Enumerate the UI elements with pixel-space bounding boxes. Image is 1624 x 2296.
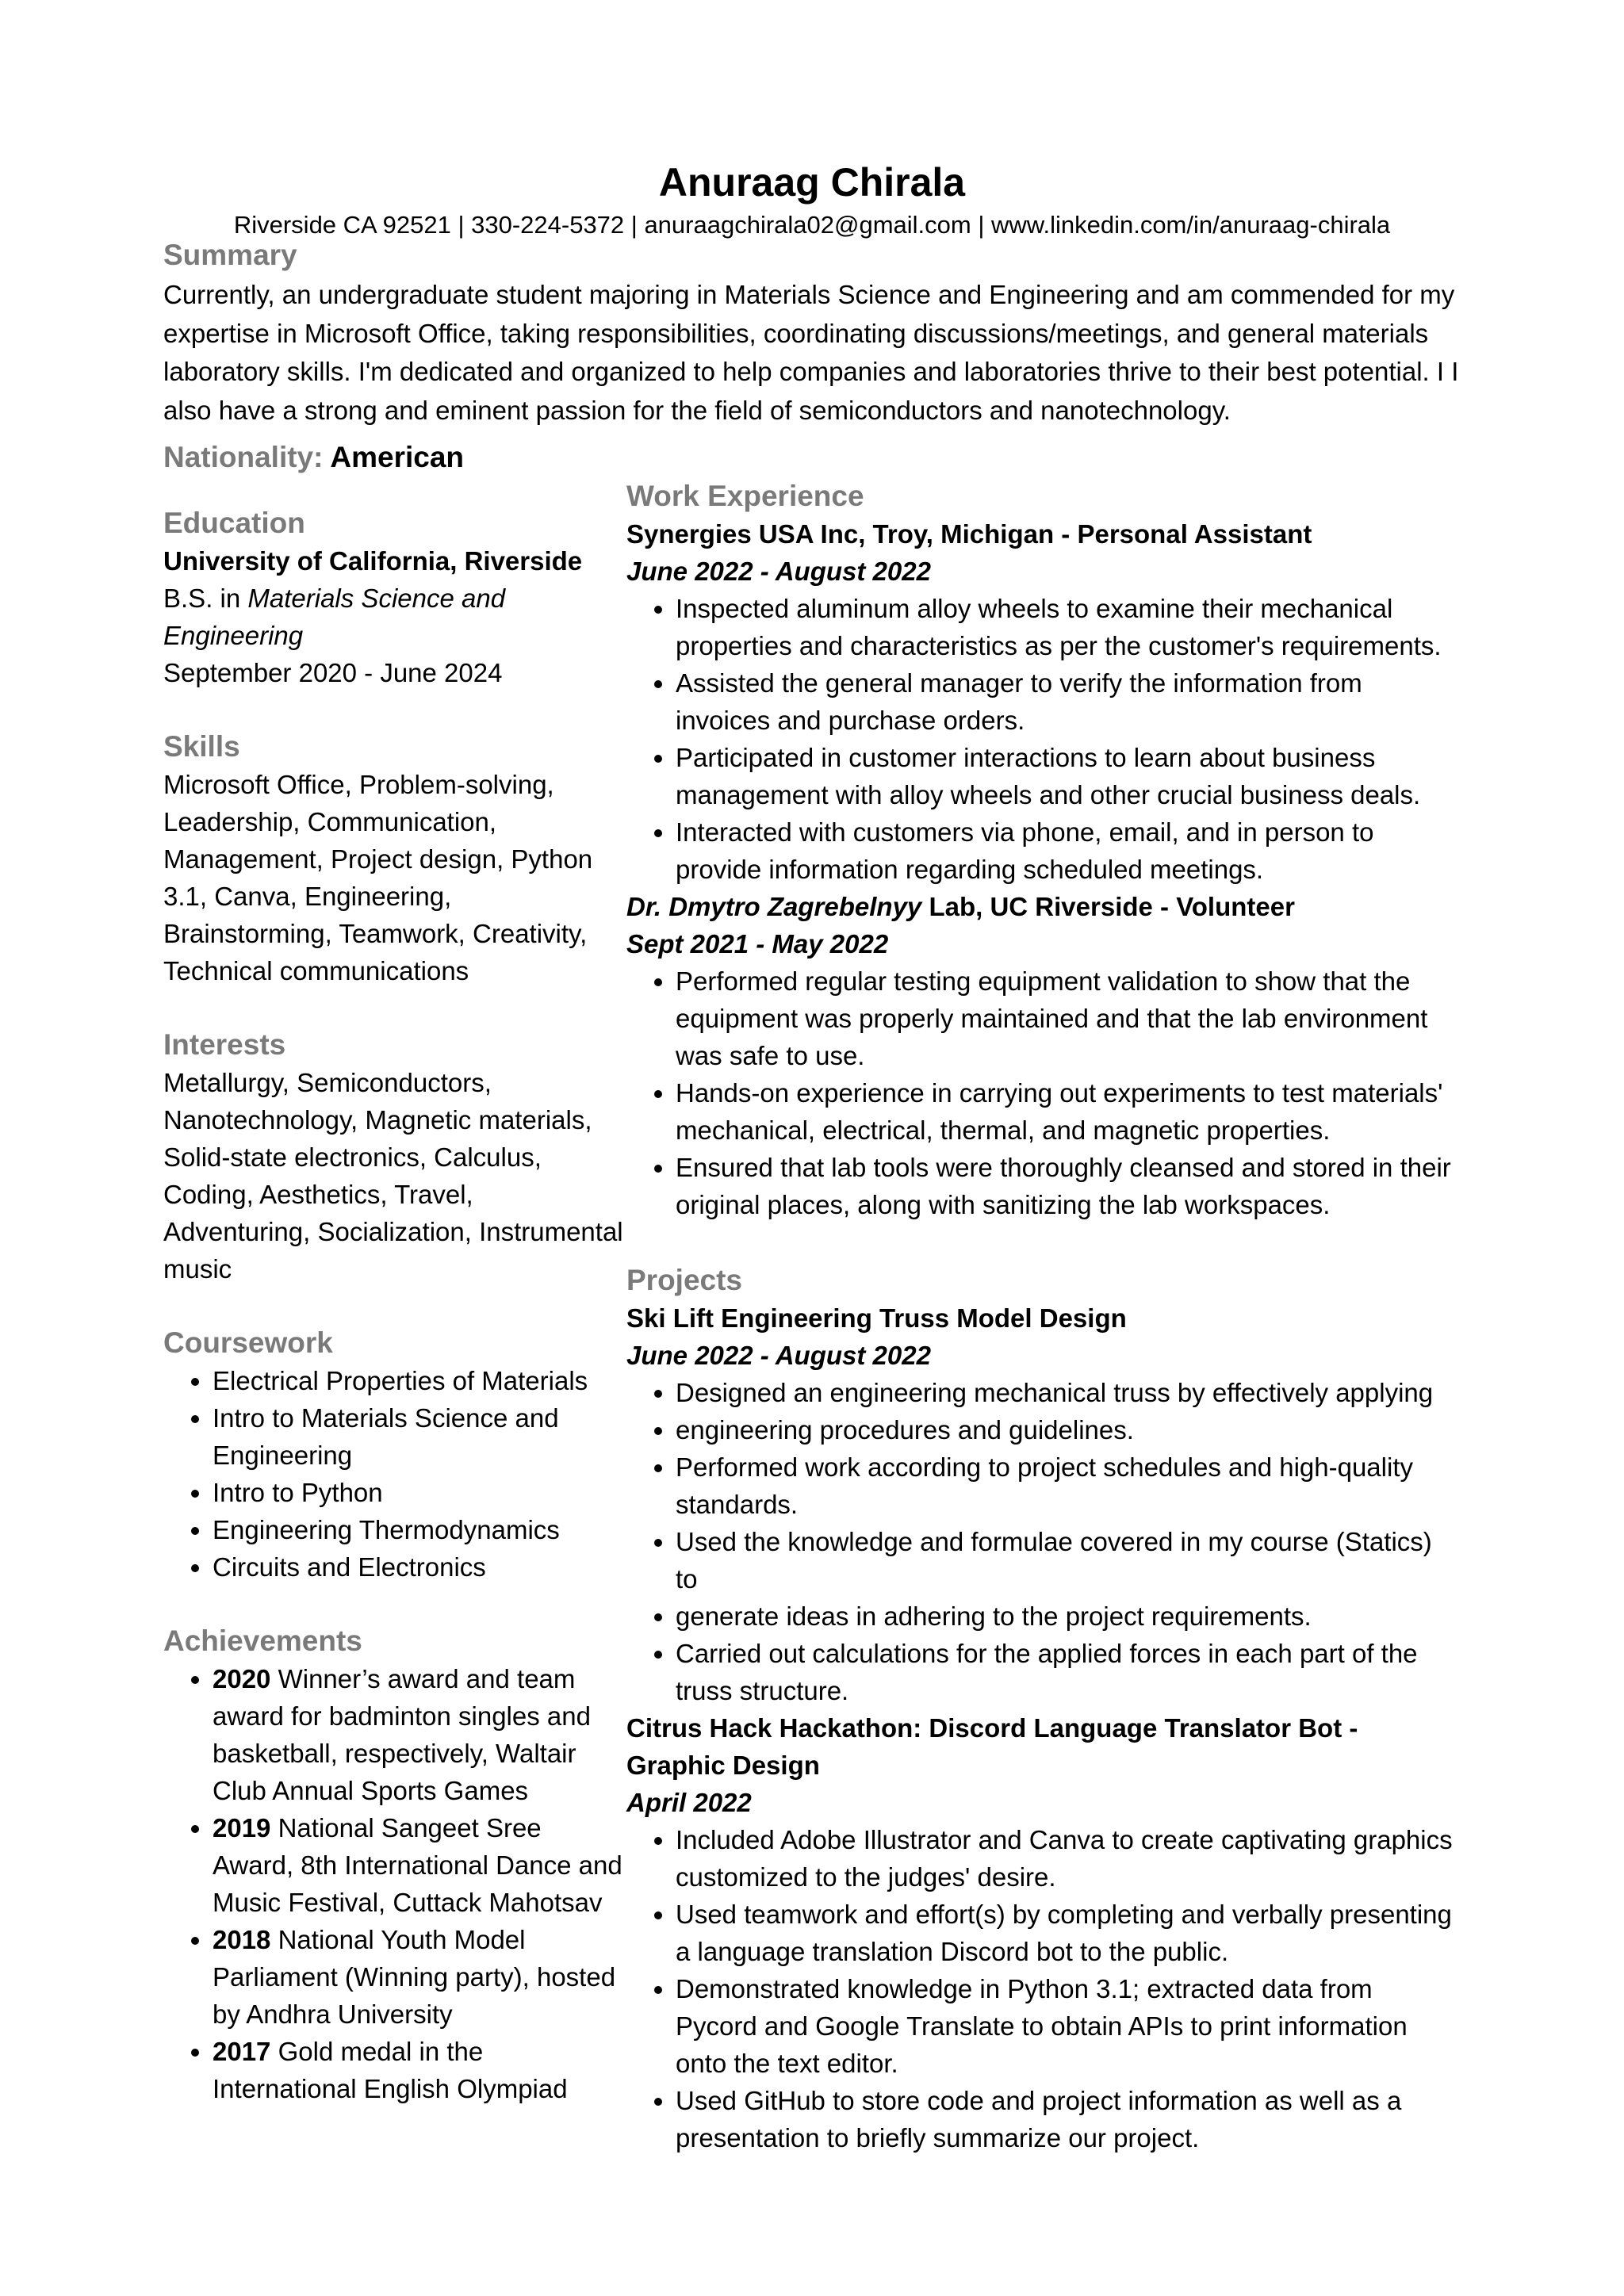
job-bullets [626, 962, 1459, 1223]
achievements-heading: Achievements [163, 1624, 362, 1657]
job-dates: June 2022 - August 2022 [626, 557, 931, 586]
summary-section [163, 236, 1464, 430]
coursework-item: • Intro to Python [213, 1474, 623, 1511]
education-degree [163, 580, 623, 654]
education-section [163, 504, 623, 691]
project-entry [626, 1299, 1459, 1709]
education-dates: September 2020 - June 2024 [163, 658, 503, 687]
achievement-year: 2017 [213, 2037, 271, 2066]
coursework-item: • Electrical Properties of Materials [213, 1362, 623, 1399]
achievement-year: 2018 [213, 1925, 271, 1954]
interests-section [163, 1026, 623, 1288]
project-bullet: • Designed an engineering mechanical truss by effectively applying [676, 1374, 1459, 1411]
contact-line: Riverside CA 92521 | 330-224-5372 | anuraagchirala02@gmail.com | www.linkedin.com/in/anuraag-chirala [233, 211, 1391, 239]
achievement-item [213, 1921, 623, 2033]
degree-field: Materials Science and Engineering [163, 584, 506, 650]
achievement-item [213, 2033, 623, 2107]
candidate-name: Anuraag Chirala [658, 160, 966, 205]
project-dates: June 2022 - August 2022 [626, 1341, 931, 1370]
project-bullet: • generate ideas in adhering to the project requirements. [676, 1598, 1459, 1635]
nationality-line [163, 438, 464, 476]
achievement-year: 2019 [213, 1813, 271, 1843]
education-heading: Education [163, 507, 305, 539]
interests-text: Metallurgy, Semiconductors, Nanotechnology, Magnetic materials, Solid-state electronics, Calculus, Coding, Aesthetics, Travel, Adventuring, Socialization, Instrumental music [163, 1068, 623, 1284]
resume-header [0, 157, 1624, 241]
degree-prefix: B.S. in [163, 584, 248, 613]
job-entry [626, 888, 1459, 1223]
summary-text: Currently, an undergraduate student majoring in Materials Science and Engineering and am commended for my expertise in Microsoft Office, taking responsibilities, coordinating discussions/meetings, and general materials laboratory skills. I'm dedicated and organized to help companies and laboratories thrive to their best potential. I I also have a strong and eminent passion for the field of semiconductors and nanotechnology. [163, 280, 1459, 425]
project-bullet: • Used GitHub to store code and project information as well as a presentation to briefly summarize our project. [676, 2082, 1459, 2156]
achievement-item [213, 1809, 623, 1921]
job-bullets [626, 590, 1459, 888]
achievement-year: 2020 [213, 1664, 271, 1693]
achievements-list [163, 1660, 623, 2107]
nationality-value: American [330, 441, 465, 473]
education-school: University of California, Riverside [163, 546, 583, 576]
job-bullet: • Participated in customer interactions to learn about business management with alloy wheels and other crucial business deals. [676, 739, 1459, 813]
interests-heading: Interests [163, 1028, 286, 1061]
job-bullet: • Inspected aluminum alloy wheels to examine their mechanical properties and characteristics as per the customer's requirements. [676, 590, 1459, 664]
job-bullet: • Performed regular testing equipment validation to show that the equipment was properly maintained and that the lab environment was safe to use. [676, 962, 1459, 1074]
achievement-text: National Sangeet Sree Award, 8th International Dance and Music Festival, Cuttack Mahotsav [213, 1813, 622, 1917]
coursework-item: • Engineering Thermodynamics [213, 1511, 623, 1548]
project-bullet: • Used the knowledge and formulae covered in my course (Statics) to [676, 1523, 1459, 1598]
left-column [163, 504, 623, 2107]
job-bullet: • Hands-on experience in carrying out experiments to test materials' mechanical, electrical, thermal, and magnetic properties. [676, 1074, 1459, 1149]
job-title [626, 888, 1459, 925]
summary-heading: Summary [163, 239, 297, 271]
job-title-person: Dr. Dmytro Zagrebelnyy [626, 892, 922, 921]
job-bullet: • Assisted the general manager to verify the information from invoices and purchase orders. [676, 664, 1459, 739]
job-title-rest: Lab, UC Riverside - Volunteer [921, 892, 1295, 921]
achievement-text: National Youth Model Parliament (Winning party), hosted by Andhra University [213, 1925, 616, 2029]
right-column [626, 477, 1459, 2156]
achievements-section [163, 1622, 623, 2107]
skills-heading: Skills [163, 730, 240, 763]
work-heading: Work Experience [626, 480, 864, 512]
coursework-heading: Coursework [163, 1326, 333, 1359]
project-title: Ski Lift Engineering Truss Model Design [626, 1303, 1127, 1333]
project-bullets [626, 1821, 1459, 2156]
nationality-label: Nationality: [163, 441, 324, 473]
job-entry [626, 515, 1459, 888]
skills-text: Microsoft Office, Problem-solving, Leadership, Communication, Management, Project design, Python 3.1, Canva, Engineering, Brainstorming, Teamwork, Creativity, Technical communications [163, 770, 593, 985]
coursework-list [163, 1362, 623, 1586]
project-bullet: • Carried out calculations for the applied forces in each part of the truss structure. [676, 1635, 1459, 1709]
project-bullet: • Included Adobe Illustrator and Canva to create captivating graphics customized to the judges' desire. [676, 1821, 1459, 1896]
project-title: Citrus Hack Hackathon: Discord Language Translator Bot - Graphic Design [626, 1713, 1358, 1780]
project-entry [626, 1709, 1459, 2156]
achievement-text: Winner’s award and team award for badminton singles and basketball, respectively, Waltair Club Annual Sports Games [213, 1664, 591, 1805]
project-bullet: • engineering procedures and guidelines. [676, 1411, 1459, 1448]
job-dates: Sept 2021 - May 2022 [626, 929, 889, 959]
project-bullet: • Used teamwork and effort(s) by completing and verbally presenting a language translation Discord bot to the public. [676, 1896, 1459, 1970]
projects-heading: Projects [626, 1264, 743, 1296]
projects-section [626, 1261, 1459, 2156]
coursework-item: • Intro to Materials Science and Engineering [213, 1399, 623, 1474]
skills-section [163, 728, 623, 989]
job-bullet: • Ensured that lab tools were thoroughly cleansed and stored in their original places, along with sanitizing the lab workspaces. [676, 1149, 1459, 1223]
project-bullet: • Demonstrated knowledge in Python 3.1; extracted data from Pycord and Google Translate to obtain APIs to print information onto the text editor. [676, 1970, 1459, 2082]
job-bullet: • Interacted with customers via phone, email, and in person to provide information regarding scheduled meetings. [676, 813, 1459, 888]
job-title: Synergies USA Inc, Troy, Michigan - Personal Assistant [626, 519, 1312, 549]
project-dates: April 2022 [626, 1788, 752, 1817]
work-section [626, 477, 1459, 1223]
coursework-item: • Circuits and Electronics [213, 1548, 623, 1586]
achievement-item [213, 1660, 623, 1809]
coursework-section [163, 1324, 623, 1586]
project-bullets [626, 1374, 1459, 1709]
project-bullet: • Performed work according to project schedules and high-quality standards. [676, 1448, 1459, 1523]
achievement-text: Gold medal in the International English Olympiad [213, 2037, 568, 2103]
